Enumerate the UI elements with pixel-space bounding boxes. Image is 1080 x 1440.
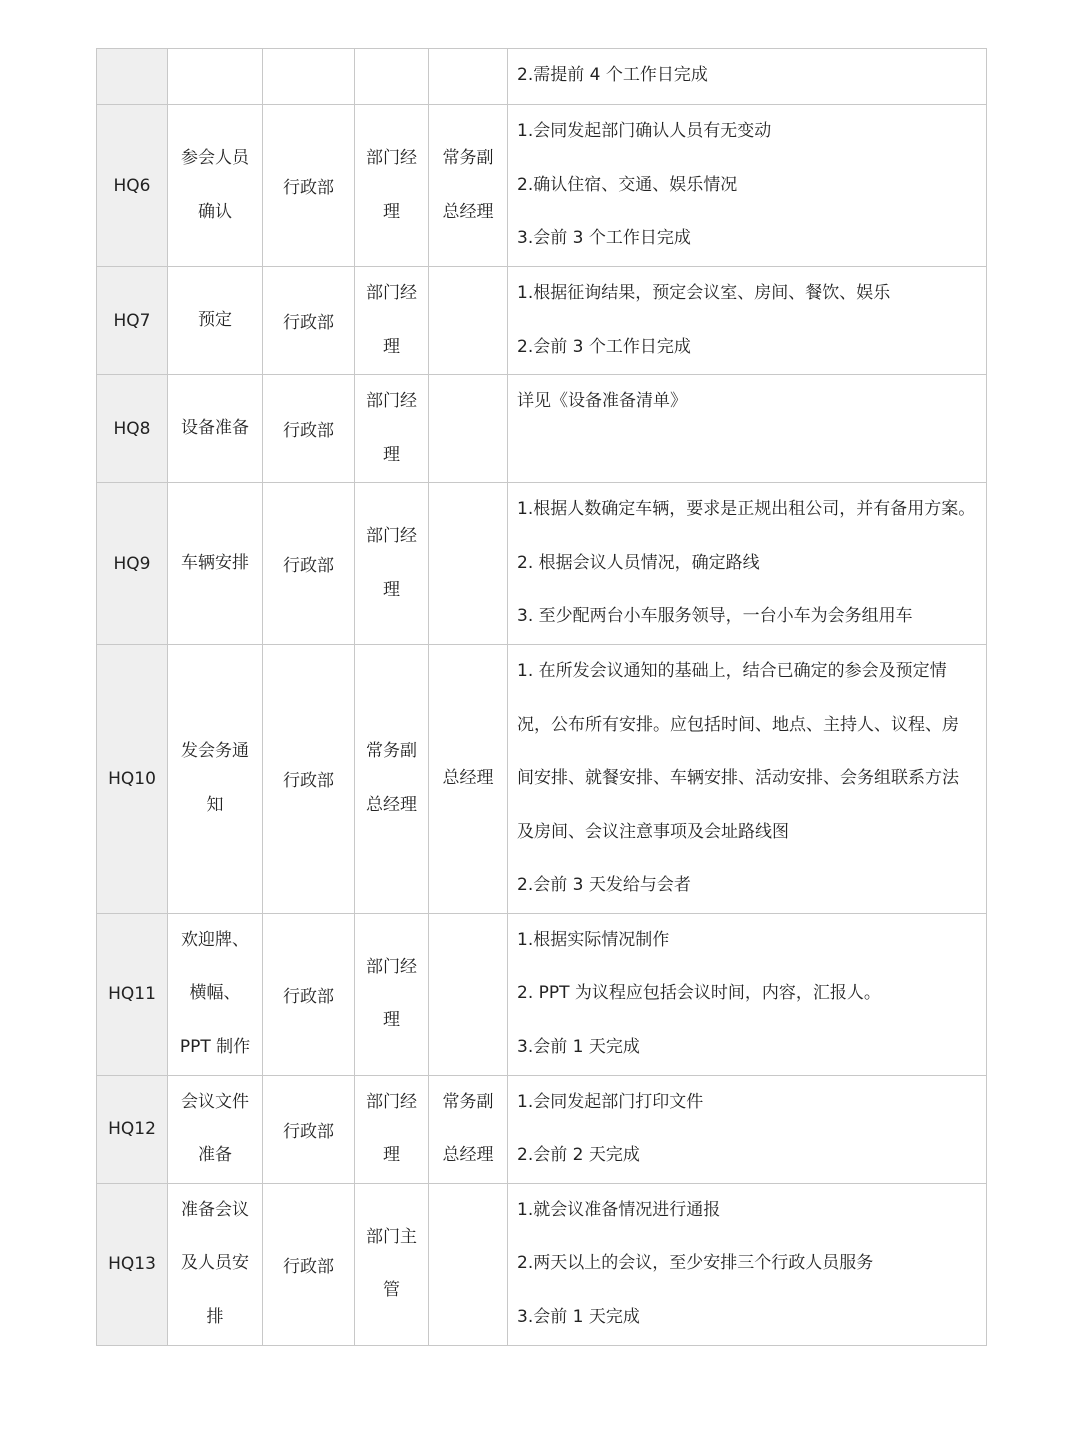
cell-code: HQ7 [97, 267, 168, 375]
cell-line: 总经理 [442, 201, 494, 222]
cell-department [263, 49, 355, 105]
table-row [97, 375, 987, 483]
cell-line: 2.会前 2 天完成 [517, 1145, 640, 1165]
cell-department: 行政部 [263, 913, 355, 1075]
cell-line: 会议文件 [181, 1091, 249, 1112]
cell-owner [355, 913, 429, 1075]
cell-details [508, 913, 987, 1075]
table-row [97, 1183, 987, 1345]
cell-line: 1.会同发起部门确认人员有无变动 [517, 121, 772, 141]
cell-line: 1.根据实际情况制作 [517, 929, 670, 950]
cell-line: 部门经 [366, 283, 417, 303]
cell-department: 行政部 [263, 645, 355, 914]
cell-line: 总经理 [442, 1145, 494, 1165]
cell-approver [429, 49, 508, 105]
cell-line: 况，公布所有安排。应包括时间、地点、主持人、议程、房 [517, 714, 959, 735]
cell-task [168, 645, 263, 914]
table-row [97, 645, 987, 914]
cell-line: 及房间、会议注意事项及会址路线图 [517, 821, 789, 842]
procedure-table [96, 48, 987, 1346]
cell-line: 知 [206, 794, 224, 815]
cell-line: 发会务通 [181, 741, 249, 762]
cell-details [508, 645, 987, 914]
cell-line: 部门经 [366, 956, 417, 977]
cell-line: 部门经 [366, 1091, 417, 1112]
cell-owner [355, 49, 429, 105]
cell-approver [429, 913, 508, 1075]
cell-line: 横幅、 [189, 983, 241, 1004]
cell-owner [355, 267, 429, 375]
cell-line: 及人员安 [181, 1253, 249, 1274]
cell-line: 预定 [198, 309, 232, 330]
cell-details [508, 1183, 987, 1345]
cell-department: 行政部 [263, 483, 355, 645]
cell-line: 3.会前 3 个工作日完成 [517, 228, 691, 248]
cell-line: 1.就会议准备情况进行通报 [517, 1199, 721, 1220]
cell-line: 3.会前 1 天完成 [517, 1306, 640, 1327]
cell-department: 行政部 [263, 1183, 355, 1345]
cell-line: 常务副 [442, 148, 494, 168]
cell-line: 2.需提前 4 个工作日完成 [517, 65, 708, 85]
cell-owner [355, 483, 429, 645]
cell-line: 1.根据征询结果，预定会议室、房间、餐饮、娱乐 [517, 283, 891, 303]
cell-approver [429, 1075, 508, 1183]
cell-line: 部门经 [366, 148, 417, 168]
cell-line: 总经理 [442, 768, 494, 788]
cell-task [168, 483, 263, 645]
cell-line: 常务副 [366, 741, 417, 762]
cell-line: 2.两天以上的会议，至少安排三个行政人员服务 [517, 1253, 874, 1273]
table-row [97, 49, 987, 105]
cell-line: 管 [383, 1280, 400, 1300]
cell-department: 行政部 [263, 375, 355, 483]
cell-task [168, 49, 263, 105]
cell-line: 确认 [198, 201, 232, 222]
cell-line: 2.确认住宿、交通、娱乐情况 [517, 174, 738, 195]
table-row [97, 267, 987, 375]
cell-line: 准备会议 [181, 1199, 249, 1220]
cell-approver [429, 483, 508, 645]
cell-line: 1. 在所发会议通知的基础上，结合已确定的参会及预定情 [517, 661, 947, 681]
cell-details [508, 483, 987, 645]
cell-line: 理 [383, 579, 400, 600]
cell-task [168, 105, 263, 267]
cell-code: HQ9 [97, 483, 168, 645]
cell-line: 2. PPT 为议程应包括会议时间，内容，汇报人。 [517, 983, 881, 1003]
cell-task [168, 1183, 263, 1345]
cell-task [168, 913, 263, 1075]
cell-task [168, 1075, 263, 1183]
cell-code: HQ12 [97, 1075, 168, 1183]
table-row [97, 913, 987, 1075]
cell-department: 行政部 [263, 105, 355, 267]
cell-line: 理 [383, 1145, 400, 1165]
cell-owner [355, 1183, 429, 1345]
cell-line: 常务副 [442, 1091, 494, 1112]
cell-line: 理 [383, 201, 400, 222]
cell-code: HQ8 [97, 375, 168, 483]
cell-approver [429, 645, 508, 914]
cell-line: 3.会前 1 天完成 [517, 1036, 640, 1057]
cell-code: HQ13 [97, 1183, 168, 1345]
cell-line: 欢迎牌、 [181, 929, 249, 950]
cell-owner [355, 1075, 429, 1183]
table-body [97, 49, 987, 1346]
cell-line: 排 [206, 1306, 224, 1327]
cell-details [508, 267, 987, 375]
cell-approver [429, 1183, 508, 1345]
cell-line: 1.会同发起部门打印文件 [517, 1091, 704, 1112]
cell-task [168, 267, 263, 375]
cell-task [168, 375, 263, 483]
cell-line: PPT 制作 [179, 1036, 251, 1057]
cell-owner [355, 645, 429, 914]
cell-owner [355, 375, 429, 483]
cell-line: 理 [383, 444, 400, 465]
cell-code [97, 49, 168, 105]
table-row [97, 1075, 987, 1183]
cell-details [508, 105, 987, 267]
cell-line: 理 [383, 336, 400, 357]
cell-details [508, 375, 987, 483]
cell-department: 行政部 [263, 1075, 355, 1183]
cell-department: 行政部 [263, 267, 355, 375]
cell-line: 部门经 [366, 526, 417, 546]
cell-code: HQ11 [97, 913, 168, 1075]
cell-line: 2.会前 3 天发给与会者 [517, 875, 691, 895]
cell-approver [429, 375, 508, 483]
cell-approver [429, 105, 508, 267]
cell-approver [429, 267, 508, 375]
table-row [97, 105, 987, 267]
cell-details [508, 49, 987, 105]
cell-line: 车辆安排 [181, 552, 249, 573]
cell-details [508, 1075, 987, 1183]
cell-line: 3. 至少配两台小车服务领导，一台小车为会务组用车 [517, 606, 913, 626]
cell-line: 部门经 [366, 391, 417, 411]
cell-line: 理 [383, 1010, 400, 1030]
cell-line: 准备 [198, 1145, 232, 1165]
cell-code: HQ10 [97, 645, 168, 914]
cell-line: 间安排、就餐安排、车辆安排、活动安排、会务组联系方法 [517, 768, 959, 788]
cell-owner [355, 105, 429, 267]
cell-code: HQ6 [97, 105, 168, 267]
cell-line: 2. 根据会议人员情况，确定路线 [517, 552, 760, 573]
cell-line: 总经理 [366, 794, 417, 815]
cell-line: 2.会前 3 个工作日完成 [517, 336, 691, 357]
table-row [97, 483, 987, 645]
cell-line: 1.根据人数确定车辆，要求是正规出租公司，并有备用方案。 [517, 499, 976, 519]
cell-line: 部门主 [366, 1226, 417, 1247]
cell-line: 设备准备 [181, 417, 249, 438]
cell-line: 详见《设备准备清单》 [517, 391, 687, 411]
cell-line: 参会人员 [181, 148, 249, 168]
